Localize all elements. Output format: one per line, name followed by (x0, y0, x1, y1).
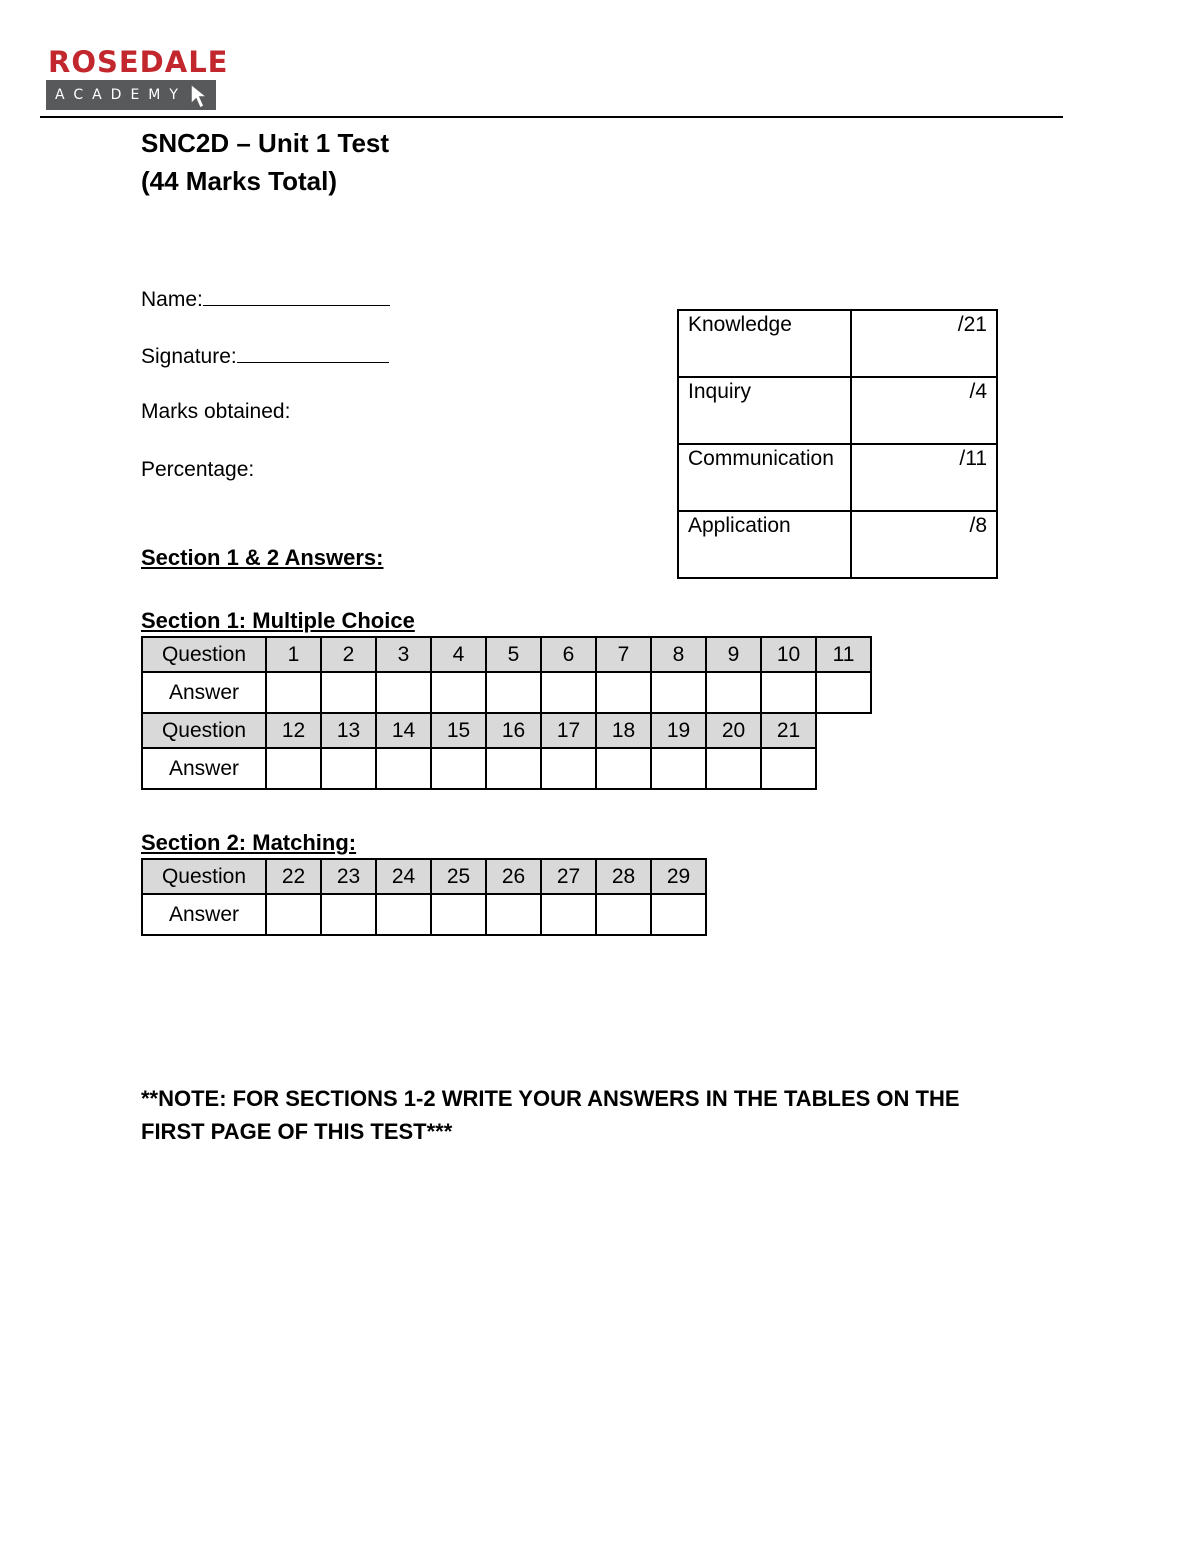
answer-cell[interactable] (376, 748, 431, 789)
answer-cell[interactable] (266, 672, 321, 713)
question-row (142, 859, 706, 894)
answer-cell[interactable] (651, 894, 706, 935)
question-row (142, 713, 871, 748)
question-number: 21 (761, 713, 816, 748)
percentage-label: Percentage: (141, 458, 255, 481)
answer-cell[interactable] (376, 672, 431, 713)
question-number: 2 (321, 637, 376, 672)
logo-wordmark: ROSEDALE (48, 45, 229, 79)
answer-cell[interactable] (376, 894, 431, 935)
question-number: 13 (321, 713, 376, 748)
answer-label: Answer (142, 748, 266, 789)
category-cell: Application (678, 511, 851, 578)
question-number: 15 (431, 713, 486, 748)
answer-cell[interactable] (651, 748, 706, 789)
matching-table (141, 858, 707, 936)
marks-row (678, 377, 997, 444)
answer-cell[interactable] (706, 748, 761, 789)
answer-row (142, 894, 706, 935)
answer-cell[interactable] (321, 894, 376, 935)
question-number: 1 (266, 637, 321, 672)
marks-total-line: (44 Marks Total) (141, 166, 338, 196)
answer-cell[interactable] (321, 748, 376, 789)
answer-cell[interactable] (596, 894, 651, 935)
section2-heading: Section 2: Matching: (141, 830, 357, 855)
answer-cell[interactable] (431, 894, 486, 935)
answer-cell[interactable] (651, 672, 706, 713)
question-number: 9 (706, 637, 761, 672)
test-title (141, 124, 389, 200)
question-row (142, 637, 871, 672)
section1-heading: Section 1: Multiple Choice (141, 608, 415, 633)
cursor-arrow-icon (186, 82, 214, 110)
answers-heading: Section 1 & 2 Answers: (141, 545, 384, 570)
marks-breakdown-table (677, 309, 998, 579)
answer-cell[interactable] (541, 894, 596, 935)
blank-cell (816, 713, 871, 748)
name-label: Name: (141, 288, 203, 311)
answer-label: Answer (142, 894, 266, 935)
marks-row (678, 444, 997, 511)
signature-line[interactable] (237, 342, 389, 363)
question-label: Question (142, 859, 266, 894)
answer-cell[interactable] (486, 894, 541, 935)
answer-cell[interactable] (431, 748, 486, 789)
answer-row (142, 672, 871, 713)
answer-cell[interactable] (596, 748, 651, 789)
question-number: 17 (541, 713, 596, 748)
answer-cell[interactable] (541, 672, 596, 713)
question-number: 11 (816, 637, 871, 672)
question-number: 7 (596, 637, 651, 672)
question-label: Question (142, 713, 266, 748)
question-number: 29 (651, 859, 706, 894)
marks-obtained-label: Marks obtained: (141, 400, 291, 423)
question-number: 27 (541, 859, 596, 894)
name-line[interactable] (203, 285, 390, 306)
question-number: 24 (376, 859, 431, 894)
multiple-choice-table (141, 636, 872, 790)
signature-label: Signature: (141, 345, 237, 368)
question-number: 6 (541, 637, 596, 672)
question-number: 8 (651, 637, 706, 672)
question-number: 19 (651, 713, 706, 748)
question-number: 12 (266, 713, 321, 748)
question-number: 16 (486, 713, 541, 748)
question-number: 5 (486, 637, 541, 672)
answer-cell[interactable] (761, 672, 816, 713)
logo-subtitle: ACADEMY (55, 87, 187, 103)
blank-cell (816, 748, 871, 789)
name-field[interactable] (141, 285, 390, 313)
instruction-note (141, 1082, 1041, 1148)
category-cell: Communication (678, 444, 851, 511)
answer-cell[interactable] (266, 748, 321, 789)
question-number: 14 (376, 713, 431, 748)
question-number: 25 (431, 859, 486, 894)
header-rule (40, 116, 1063, 118)
marks-row (678, 511, 997, 578)
answer-cell[interactable] (761, 748, 816, 789)
category-cell: Knowledge (678, 310, 851, 377)
answer-row (142, 748, 871, 789)
score-cell[interactable]: /4 (851, 377, 997, 444)
category-cell: Inquiry (678, 377, 851, 444)
answer-cell[interactable] (486, 748, 541, 789)
answer-label: Answer (142, 672, 266, 713)
answer-cell[interactable] (266, 894, 321, 935)
title-line: SNC2D – Unit 1 Test (141, 128, 390, 158)
signature-field[interactable] (141, 342, 389, 370)
question-number: 22 (266, 859, 321, 894)
question-number: 18 (596, 713, 651, 748)
answer-cell[interactable] (431, 672, 486, 713)
question-number: 26 (486, 859, 541, 894)
question-number: 28 (596, 859, 651, 894)
answer-cell[interactable] (321, 672, 376, 713)
note-line: **NOTE: FOR SECTIONS 1-2 WRITE YOUR ANSWERS IN THE TABLES ON THE (141, 1086, 960, 1111)
score-cell[interactable]: /8 (851, 511, 997, 578)
answer-cell[interactable] (706, 672, 761, 713)
answer-cell[interactable] (816, 672, 871, 713)
question-label: Question (142, 637, 266, 672)
answer-cell[interactable] (596, 672, 651, 713)
note-line: FIRST PAGE OF THIS TEST*** (141, 1119, 453, 1144)
score-cell[interactable]: /21 (851, 310, 997, 377)
question-number: 23 (321, 859, 376, 894)
answer-cell[interactable] (541, 748, 596, 789)
score-cell[interactable]: /11 (851, 444, 997, 511)
marks-row (678, 310, 997, 377)
question-number: 4 (431, 637, 486, 672)
question-number: 10 (761, 637, 816, 672)
question-number: 20 (706, 713, 761, 748)
question-number: 3 (376, 637, 431, 672)
answer-cell[interactable] (486, 672, 541, 713)
